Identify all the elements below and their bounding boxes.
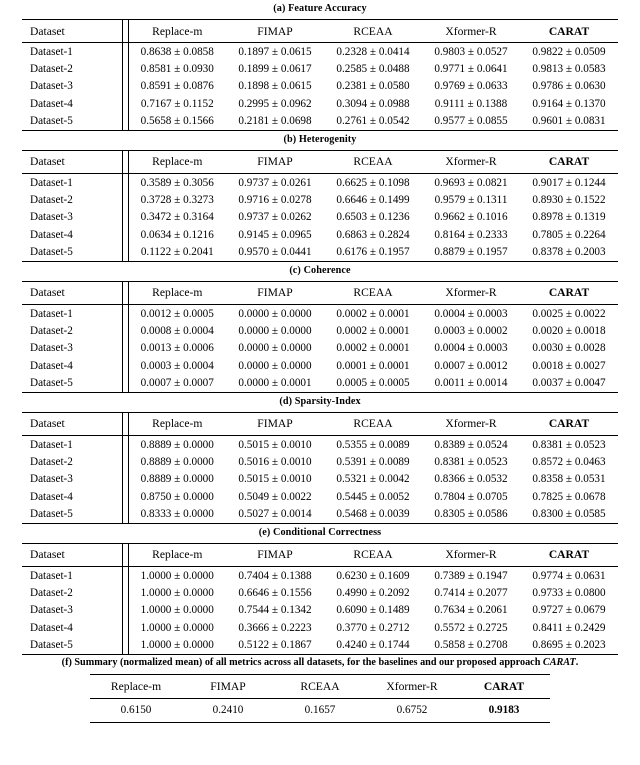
row-label: Dataset-1 [30, 569, 73, 582]
cell-xformer-r: 0.9803 ± 0.0527 [434, 45, 508, 58]
col-header-fimap: FIMAP [257, 417, 293, 431]
cell-xformer-r: 0.9769 ± 0.0633 [434, 80, 508, 93]
subtable-e-table [22, 543, 618, 655]
header-row [22, 20, 618, 43]
cell-carat: 0.8572 ± 0.0463 [532, 455, 606, 468]
col-header-xformer-r: Xformer-R [445, 155, 497, 169]
cell-carat: 0.8695 ± 0.2023 [532, 639, 606, 652]
col-header-rceaa: RCEAA [353, 548, 393, 562]
cell-carat: 0.8411 ± 0.2429 [532, 621, 606, 634]
cell-carat: 0.9164 ± 0.1370 [532, 97, 606, 110]
cell-replace-m: 0.8638 ± 0.0858 [140, 45, 214, 58]
col-header-xformer-r: Xformer-R [445, 417, 497, 431]
row-label: Dataset-1 [30, 438, 73, 451]
double-rule-separator [122, 602, 128, 619]
col-header-xformer-r: Xformer-R [445, 548, 497, 562]
cell-fimap: 0.3666 ± 0.2223 [238, 621, 312, 634]
double-rule-separator [122, 488, 128, 505]
cell-fimap: 0.9737 ± 0.0262 [238, 211, 312, 224]
double-rule-separator [122, 78, 128, 95]
cell-fimap: 0.0000 ± 0.0001 [238, 377, 312, 390]
col-header-carat: CARAT [548, 548, 590, 562]
cell-rceaa: 0.4990 ± 0.2092 [336, 586, 410, 599]
row-label: Dataset-3 [30, 80, 73, 93]
header-row [22, 282, 618, 305]
summary-caption-suffix: . [575, 656, 579, 668]
double-rule-separator [122, 322, 128, 339]
cell-xformer-r: 0.0011 ± 0.0014 [434, 377, 508, 390]
table-row [22, 60, 618, 77]
bottom-rule [90, 722, 550, 723]
cell-replace-m: 0.0634 ± 0.1216 [140, 228, 214, 241]
cell-xformer-r: 0.9693 ± 0.0821 [434, 176, 508, 189]
col-header-fimap: FIMAP [257, 286, 293, 300]
table-row [22, 471, 618, 488]
cell-carat: 0.8381 ± 0.0523 [532, 438, 606, 451]
row-label: Dataset-3 [30, 473, 73, 486]
row-label: Dataset-2 [30, 586, 73, 599]
cell-fimap: 0.5122 ± 0.1867 [238, 639, 312, 652]
cell-rceaa: 0.6176 ± 0.1957 [336, 246, 410, 259]
cell-xformer-r: 0.0003 ± 0.0002 [434, 324, 508, 337]
cell-fimap: 0.9570 ± 0.0441 [238, 246, 312, 259]
subtable-c [22, 262, 618, 393]
row-label: Dataset-5 [30, 115, 73, 128]
summary-table [90, 674, 550, 723]
cell-carat: 0.0018 ± 0.0027 [532, 359, 606, 372]
summary-col-header-xformer-r: Xformer-R [386, 679, 438, 693]
cell-fimap: 0.1897 ± 0.0615 [238, 45, 312, 58]
row-label: Dataset-5 [30, 377, 73, 390]
cell-carat: 0.0030 ± 0.0028 [532, 342, 606, 355]
col-header-rceaa: RCEAA [353, 24, 393, 38]
subtable-d [22, 393, 618, 524]
double-rule-separator [122, 60, 128, 77]
summary-value-row [90, 699, 550, 723]
row-label: Dataset-3 [30, 211, 73, 224]
cell-rceaa: 0.5445 ± 0.0052 [336, 490, 410, 503]
cell-fimap: 0.5015 ± 0.0010 [238, 438, 312, 451]
cell-xformer-r: 0.7634 ± 0.2061 [434, 604, 508, 617]
row-label: Dataset-4 [30, 228, 73, 241]
cell-replace-m: 1.0000 ± 0.0000 [140, 604, 214, 617]
cell-xformer-r: 0.8879 ± 0.1957 [434, 246, 508, 259]
col-header-xformer-r: Xformer-R [445, 24, 497, 38]
table-row [22, 453, 618, 470]
row-label: Dataset-5 [30, 639, 73, 652]
cell-rceaa: 0.5468 ± 0.0039 [336, 508, 410, 521]
cell-xformer-r: 0.8366 ± 0.0532 [434, 473, 508, 486]
cell-rceaa: 0.6863 ± 0.2824 [336, 228, 410, 241]
cell-replace-m: 0.7167 ± 0.1152 [140, 97, 214, 110]
col-header-rceaa: RCEAA [353, 155, 393, 169]
row-label: Dataset-1 [30, 176, 73, 189]
col-header-rceaa: RCEAA [353, 417, 393, 431]
cell-replace-m: 1.0000 ± 0.0000 [140, 586, 214, 599]
cell-xformer-r: 0.0004 ± 0.0003 [434, 342, 508, 355]
cell-rceaa: 0.0002 ± 0.0001 [336, 307, 410, 320]
col-header-fimap: FIMAP [257, 155, 293, 169]
double-rule-separator [122, 436, 128, 453]
cell-fimap: 0.2181 ± 0.0698 [238, 115, 312, 128]
cell-xformer-r: 0.9771 ± 0.0641 [434, 63, 508, 76]
summary-col-header-rceaa: RCEAA [300, 679, 340, 693]
cell-fimap: 0.9716 ± 0.0278 [238, 194, 312, 207]
cell-rceaa: 0.5321 ± 0.0042 [336, 473, 410, 486]
table-row [22, 174, 618, 191]
double-rule-separator [122, 43, 128, 60]
cell-replace-m: 0.8591 ± 0.0876 [140, 80, 214, 93]
cell-replace-m: 0.5658 ± 0.1566 [140, 115, 214, 128]
cell-replace-m: 0.8581 ± 0.0930 [140, 63, 214, 76]
cell-fimap: 0.9145 ± 0.0965 [238, 228, 312, 241]
cell-xformer-r: 0.0004 ± 0.0003 [434, 307, 508, 320]
subtable-a-table [22, 19, 618, 131]
col-header-xformer-r: Xformer-R [445, 286, 497, 300]
cell-xformer-r: 0.9662 ± 0.1016 [434, 211, 508, 224]
cell-replace-m: 0.0012 ± 0.0005 [140, 307, 214, 320]
table-row [22, 636, 618, 654]
col-header-carat: CARAT [548, 286, 590, 300]
cell-rceaa: 0.6503 ± 0.1236 [336, 211, 410, 224]
cell-xformer-r: 0.9111 ± 0.1388 [434, 97, 508, 110]
cell-replace-m: 0.1122 ± 0.2041 [140, 246, 214, 259]
double-rule-separator [122, 191, 128, 208]
table-row [22, 374, 618, 392]
row-label: Dataset-1 [30, 45, 73, 58]
double-rule-separator [122, 567, 128, 584]
summary-value-rceaa: 0.1657 [304, 704, 336, 717]
subtable-e [22, 524, 618, 655]
cell-replace-m: 0.8750 ± 0.0000 [140, 490, 214, 503]
subtable-b-caption: (b) Heterogenity [283, 133, 357, 145]
cell-xformer-r: 0.7414 ± 0.2077 [434, 586, 508, 599]
col-header-replace-m: Replace-m [152, 155, 203, 169]
cell-rceaa: 0.2328 ± 0.0414 [336, 45, 410, 58]
double-rule-separator [122, 282, 128, 305]
summary-col-header-carat: CARAT [483, 679, 525, 693]
cell-replace-m: 0.8889 ± 0.0000 [140, 455, 214, 468]
cell-xformer-r: 0.7389 ± 0.1947 [434, 569, 508, 582]
subtable-c-table [22, 281, 618, 393]
cell-carat: 0.8978 ± 0.1319 [532, 211, 606, 224]
row-label: Dataset-4 [30, 359, 73, 372]
col-header-fimap: FIMAP [257, 24, 293, 38]
cell-rceaa: 0.6646 ± 0.1499 [336, 194, 410, 207]
cell-xformer-r: 0.5572 ± 0.2725 [434, 621, 508, 634]
subtable-f-caption [22, 655, 618, 672]
double-rule-separator [122, 453, 128, 470]
double-rule-separator [122, 636, 128, 654]
row-label: Dataset-3 [30, 342, 73, 355]
cell-carat: 0.9601 ± 0.0831 [532, 115, 606, 128]
table-row [22, 191, 618, 208]
double-rule-separator [122, 413, 128, 436]
col-header-dataset: Dataset [30, 24, 65, 38]
cell-rceaa: 0.5355 ± 0.0089 [336, 438, 410, 451]
double-rule-separator [122, 471, 128, 488]
double-rule-separator [122, 505, 128, 523]
subtable-b [22, 131, 618, 262]
table-row [22, 43, 618, 60]
cell-xformer-r: 0.8389 ± 0.0524 [434, 438, 508, 451]
cell-replace-m: 0.3472 ± 0.3164 [140, 211, 214, 224]
double-rule-separator [122, 226, 128, 243]
col-header-fimap: FIMAP [257, 548, 293, 562]
double-rule-separator [122, 20, 128, 43]
col-header-dataset: Dataset [30, 548, 65, 562]
row-label: Dataset-4 [30, 621, 73, 634]
cell-replace-m: 0.3728 ± 0.3273 [140, 194, 214, 207]
cell-rceaa: 0.2585 ± 0.0488 [336, 63, 410, 76]
subtable-a [22, 0, 618, 131]
cell-fimap: 0.7544 ± 0.1342 [238, 604, 312, 617]
cell-carat: 0.7805 ± 0.2264 [532, 228, 606, 241]
cell-fimap: 0.2995 ± 0.0962 [238, 97, 312, 110]
double-rule-separator [122, 209, 128, 226]
table-row [22, 488, 618, 505]
cell-carat: 0.9727 ± 0.0679 [532, 604, 606, 617]
cell-fimap: 0.0000 ± 0.0000 [238, 307, 312, 320]
row-label: Dataset-2 [30, 324, 73, 337]
summary-value-fimap: 0.2410 [212, 704, 244, 717]
cell-rceaa: 0.6090 ± 0.1489 [336, 604, 410, 617]
cell-rceaa: 0.6625 ± 0.1098 [336, 176, 410, 189]
cell-replace-m: 0.3589 ± 0.3056 [140, 176, 214, 189]
cell-replace-m: 0.0007 ± 0.0007 [140, 377, 214, 390]
cell-xformer-r: 0.5858 ± 0.2708 [434, 639, 508, 652]
cell-carat: 0.9822 ± 0.0509 [532, 45, 606, 58]
cell-fimap: 0.5016 ± 0.0010 [238, 455, 312, 468]
summary-value-carat: 0.9183 [488, 704, 520, 717]
cell-carat: 0.9813 ± 0.0583 [532, 63, 606, 76]
cell-carat: 0.0037 ± 0.0047 [532, 377, 606, 390]
cell-fimap: 0.5027 ± 0.0014 [238, 508, 312, 521]
cell-rceaa: 0.2381 ± 0.0580 [336, 80, 410, 93]
cell-replace-m: 0.0003 ± 0.0004 [140, 359, 214, 372]
cell-rceaa: 0.0002 ± 0.0001 [336, 324, 410, 337]
table-row [22, 567, 618, 584]
double-rule-separator [122, 374, 128, 392]
row-label: Dataset-1 [30, 307, 73, 320]
row-label: Dataset-2 [30, 63, 73, 76]
cell-replace-m: 0.8889 ± 0.0000 [140, 473, 214, 486]
subtable-d-table [22, 412, 618, 524]
col-header-replace-m: Replace-m [152, 286, 203, 300]
cell-carat: 0.8378 ± 0.2003 [532, 246, 606, 259]
subtable-a-caption: (a) Feature Accuracy [273, 3, 367, 14]
row-label: Dataset-4 [30, 490, 73, 503]
cell-fimap: 0.1899 ± 0.0617 [238, 63, 312, 76]
double-rule-separator [122, 619, 128, 636]
summary-value-replace-m: 0.6150 [120, 704, 152, 717]
cell-xformer-r: 0.0007 ± 0.0012 [434, 359, 508, 372]
row-label: Dataset-5 [30, 508, 73, 521]
double-rule-separator [122, 113, 128, 131]
cell-fimap: 0.1898 ± 0.0615 [238, 80, 312, 93]
cell-xformer-r: 0.9577 ± 0.0855 [434, 115, 508, 128]
table-row [22, 619, 618, 636]
row-label: Dataset-5 [30, 246, 73, 259]
cell-fimap: 0.0000 ± 0.0000 [238, 359, 312, 372]
col-header-carat: CARAT [548, 417, 590, 431]
cell-carat: 0.8300 ± 0.0585 [532, 508, 606, 521]
table-row [22, 322, 618, 339]
double-rule-separator [122, 151, 128, 174]
cell-replace-m: 0.0013 ± 0.0006 [140, 342, 214, 355]
cell-rceaa: 0.6230 ± 0.1609 [336, 569, 410, 582]
double-rule-separator [122, 544, 128, 567]
double-rule-separator [122, 305, 128, 322]
cell-fimap: 0.0000 ± 0.0000 [238, 342, 312, 355]
cell-rceaa: 0.0001 ± 0.0001 [336, 359, 410, 372]
subtable-f [22, 655, 618, 723]
cell-carat: 0.9786 ± 0.0630 [532, 80, 606, 93]
row-label: Dataset-4 [30, 97, 73, 110]
cell-rceaa: 0.3770 ± 0.2712 [336, 621, 410, 634]
table-row [22, 602, 618, 619]
double-rule-separator [122, 174, 128, 191]
cell-rceaa: 0.0002 ± 0.0001 [336, 342, 410, 355]
cell-rceaa: 0.4240 ± 0.1744 [336, 639, 410, 652]
cell-rceaa: 0.2761 ± 0.0542 [336, 115, 410, 128]
cell-rceaa: 0.0005 ± 0.0005 [336, 377, 410, 390]
cell-replace-m: 1.0000 ± 0.0000 [140, 621, 214, 634]
cell-fimap: 0.0000 ± 0.0000 [238, 324, 312, 337]
table-row [22, 78, 618, 95]
row-label: Dataset-3 [30, 604, 73, 617]
cell-fimap: 0.5049 ± 0.0022 [238, 490, 312, 503]
col-header-rceaa: RCEAA [353, 286, 393, 300]
col-header-carat: CARAT [548, 24, 590, 38]
col-header-dataset: Dataset [30, 286, 65, 300]
cell-replace-m: 0.8889 ± 0.0000 [140, 438, 214, 451]
cell-carat: 0.8358 ± 0.0531 [532, 473, 606, 486]
cell-replace-m: 0.8333 ± 0.0000 [140, 508, 214, 521]
summary-value-xformer-r: 0.6752 [396, 704, 428, 717]
cell-carat: 0.8930 ± 0.1522 [532, 194, 606, 207]
table-row [22, 244, 618, 262]
header-row [22, 151, 618, 174]
subtable-c-caption: (c) Coherence [289, 264, 351, 276]
subtable-d-caption: (d) Sparsity-Index [279, 395, 361, 407]
table-row [22, 209, 618, 226]
cell-xformer-r: 0.9579 ± 0.1311 [434, 194, 508, 207]
cell-xformer-r: 0.8305 ± 0.0586 [434, 508, 508, 521]
cell-fimap: 0.7404 ± 0.1388 [238, 569, 312, 582]
header-row [22, 413, 618, 436]
table-row [22, 505, 618, 523]
table-row [22, 340, 618, 357]
subtable-b-table [22, 150, 618, 262]
summary-col-header-fimap: FIMAP [210, 679, 246, 693]
summary-caption-prefix: (f) Summary (normalized mean) of all metrics across all datasets, for the baselines and our proposed approach [61, 656, 543, 668]
cell-carat: 0.9733 ± 0.0800 [532, 586, 606, 599]
col-header-carat: CARAT [548, 155, 590, 169]
cell-replace-m: 1.0000 ± 0.0000 [140, 639, 214, 652]
col-header-replace-m: Replace-m [152, 417, 203, 431]
summary-table-wrapper [22, 674, 618, 723]
cell-fimap: 0.5015 ± 0.0010 [238, 473, 312, 486]
double-rule-separator [122, 340, 128, 357]
cell-carat: 0.0025 ± 0.0022 [532, 307, 606, 320]
table-row [22, 357, 618, 374]
subtable-e-caption: (e) Conditional Correctness [258, 526, 382, 538]
cell-xformer-r: 0.8164 ± 0.2333 [434, 228, 508, 241]
cell-xformer-r: 0.7804 ± 0.0705 [434, 490, 508, 503]
header-row [22, 544, 618, 567]
double-rule-separator [122, 584, 128, 601]
cell-fimap: 0.6646 ± 0.1556 [238, 586, 312, 599]
cell-carat: 0.9774 ± 0.0631 [532, 569, 606, 582]
double-rule-separator [122, 244, 128, 262]
summary-caption-method: CARAT [542, 656, 576, 668]
col-header-dataset: Dataset [30, 417, 65, 431]
summary-header-row [90, 675, 550, 699]
summary-col-header-replace-m: Replace-m [110, 679, 162, 693]
double-rule-separator [122, 95, 128, 112]
double-rule-separator [122, 357, 128, 374]
col-header-replace-m: Replace-m [152, 548, 203, 562]
table-row [22, 113, 618, 131]
table-row [22, 584, 618, 601]
table-row [22, 95, 618, 112]
row-label: Dataset-2 [30, 455, 73, 468]
cell-replace-m: 0.0008 ± 0.0004 [140, 324, 214, 337]
col-header-dataset: Dataset [30, 155, 65, 169]
cell-carat: 0.7825 ± 0.0678 [532, 490, 606, 503]
cell-rceaa: 0.5391 ± 0.0089 [336, 455, 410, 468]
table-row [22, 436, 618, 453]
col-header-replace-m: Replace-m [152, 24, 203, 38]
cell-replace-m: 1.0000 ± 0.0000 [140, 569, 214, 582]
cell-fimap: 0.9737 ± 0.0261 [238, 176, 312, 189]
cell-xformer-r: 0.8381 ± 0.0523 [434, 455, 508, 468]
table-row [22, 226, 618, 243]
cell-carat: 0.0020 ± 0.0018 [532, 324, 606, 337]
table-row [22, 305, 618, 322]
row-label: Dataset-2 [30, 194, 73, 207]
cell-carat: 0.9017 ± 0.1244 [532, 176, 606, 189]
cell-rceaa: 0.3094 ± 0.0988 [336, 97, 410, 110]
